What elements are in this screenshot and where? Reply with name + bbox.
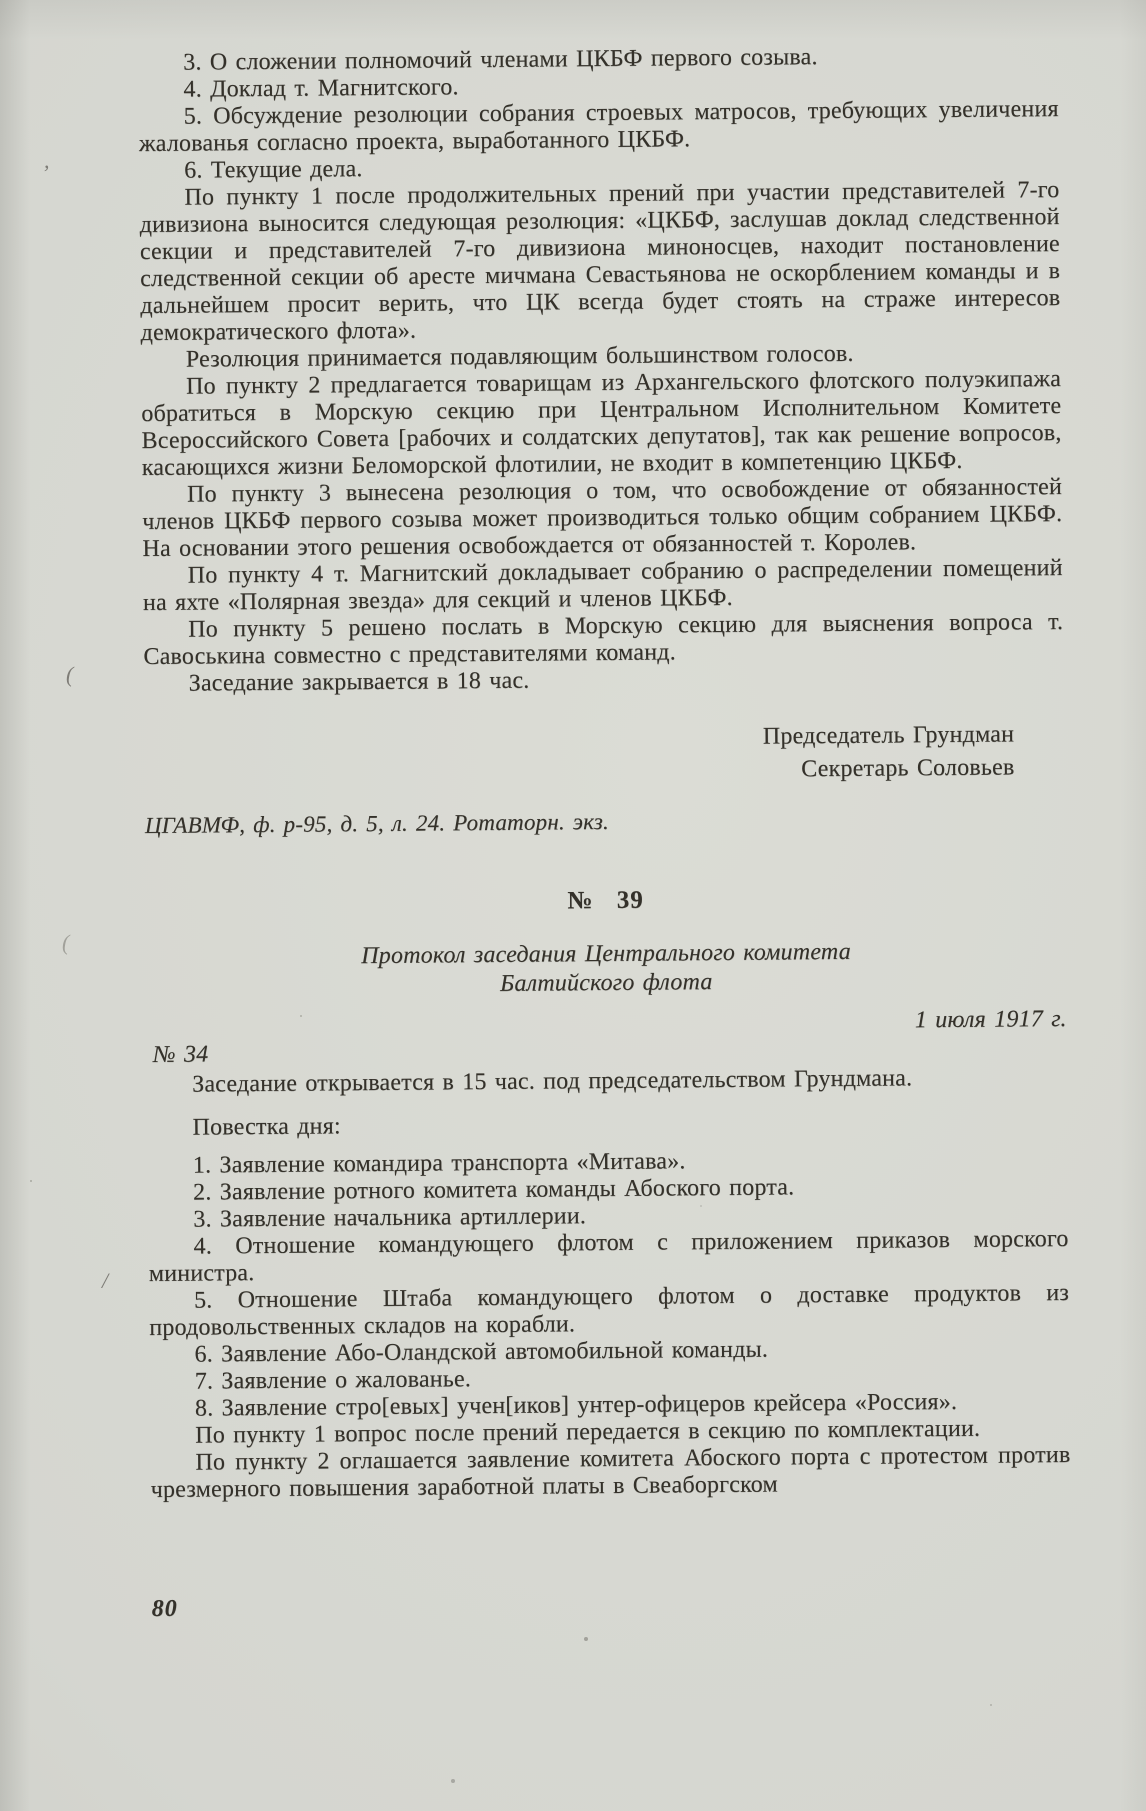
opening-paragraph: Заседание открывается в 15 час. под председательством Грундмана. [192, 1065, 913, 1098]
paragraph: По пункту 2 оглашается заявление комитета Абоского порта с протестом против чрезмерного повышения заработной платы в Свеаборгском [150, 1441, 1071, 1503]
agenda-item: 2. Заявление ротного комитета команды Абоского порта. [192, 1174, 795, 1206]
paragraph: По пункту 1 после продолжительных прений при участии представителей 7-го дивизиона выносится следующая резолюция: «ЦКБФ, заслушав доклад следственной секции и представителей 7-го дивизиона миноносцев, находит постановление следственной секции об аресте мичмана Севастьянова не оскорблением команды и в дальнейшем просит верить, что ЦК всегда будет стоять на страже интересов демократического флота». [139, 176, 1061, 347]
agenda-item: 3. О сложении полномочий членами ЦКБФ первого созыва. [183, 44, 818, 76]
agenda-item: 7. Заявление о жалованье. [194, 1366, 472, 1395]
agenda-item: 3. Заявление начальника артиллерии. [193, 1203, 587, 1233]
paragraph: По пункту 2 предлагается товарищам из Архангельского флотского полуэкипажа обратиться в Морскую секцию при Центральном Исполнительном Комитете Всероссийского Совета [рабочих и солдатских депутатов], так как решение вопросов, касающихся жизни Беломорской флотилии, не входит в компетенцию ЦКБФ. [141, 365, 1062, 482]
signature-chairman: Председатель Грундман [762, 721, 1015, 750]
scan-artifact: , [44, 148, 50, 173]
paragraph: Заседание закрывается в 18 час. [188, 667, 530, 697]
page-content [138, 42, 1072, 1623]
agenda-item: 4. Отношение командующего флотом с приложением приказов морского министра. [148, 1225, 1069, 1287]
agenda-item: 4. Доклад т. Магнитского. [183, 74, 459, 103]
agenda-item: 6. Текущие дела. [184, 156, 363, 184]
archive-reference: ЦГАВМФ, ф. р-95, д. 5, л. 24. Ротаторн. экз. [144, 808, 610, 838]
scan-noise [0, 0, 2, 2]
protocol-number: № 34 [152, 1041, 209, 1068]
agenda-item: 8. Заявление стро[евых] учен[иков] унтер-офицеров крейсера «Россия». [194, 1388, 958, 1422]
scan-artifact: ( [66, 662, 74, 687]
agenda-list-38 [138, 42, 1059, 185]
signature-block [144, 718, 1065, 792]
agenda-item: 5. Обсуждение резолюции собрания строевых матросов, требующих увеличения жалованья согласно проекта, выработанного ЦКБФ. [138, 95, 1059, 158]
agenda-item: 5. Отношение Штаба командующего флотом о доставке продуктов из продовольственных складов на корабли. [149, 1279, 1070, 1341]
document-date: 1 июля 1917 г. [914, 1005, 1067, 1034]
scan-artifact: / [102, 1268, 109, 1293]
document-38-continuation [138, 42, 1065, 839]
paragraph: По пункту 1 вопрос после прений передается в секцию по комплектации. [195, 1415, 981, 1449]
agenda-item: 6. Заявление Або-Оландской автомобильной команды. [194, 1336, 769, 1368]
protocol-meta [147, 1005, 1067, 1072]
agenda-list-39 [148, 1145, 1070, 1423]
paragraph: По пункту 4 т. Магнитский докладывает собранию о распределении помещений на яхте «Полярная звезда» для секций и членов ЦКБФ. [142, 554, 1063, 617]
agenda-item: 1. Заявление командира транспорта «Митава». [192, 1148, 686, 1179]
paragraph: По пункту 5 решено послать в Морскую секцию для выяснения вопроса т. Савоськина совместно с представителями команд. [143, 608, 1064, 671]
agenda-heading: Повестка дня: [192, 1113, 341, 1141]
page-number: 80 [151, 1595, 178, 1622]
document-title: Протокол заседания Центрального комитета Балтийского флота [361, 938, 851, 997]
document-number: № 39 [567, 886, 644, 915]
document-39 [145, 883, 1070, 1504]
paragraph: Резолюция принимается подавляющим большинством голосов. [185, 340, 854, 373]
paragraph: По пункту 3 вынесена резолюция о том, что освобождение от обязанностей членов ЦКБФ первого созыва может производиться только общим собранием ЦКБФ. На основании этого решения освобождается от обязанностей т. Королев. [142, 473, 1063, 563]
scan-artifact: ( [62, 930, 70, 955]
signature-secretary: Секретарь Соловьев [801, 754, 1015, 783]
